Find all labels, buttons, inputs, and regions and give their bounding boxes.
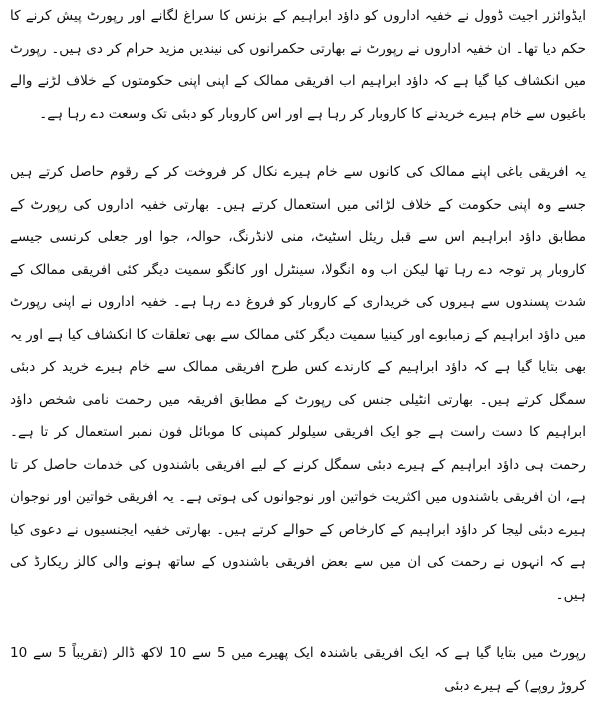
paragraph-1: ایڈوائزر اجیت ڈوول نے خفیہ اداروں کو داؤد ابراہیم کے بزنس کا سراغ لگانے اور رپورٹ پیش کرنے کا حکم دیا تھا۔ ان خفیہ اداروں نے رپورٹ نے بھارتی حکمرانوں کی نیندیں مزید حرام کر دی ہیں۔ رپورٹ میں انکشاف کیا گیا ہے کہ داؤد ابراہیم اب افریقی ممالک کے اپنی اپنی حکومتوں کے خلاف لڑنے والے باغیوں سے خام ہیرے خریدنے کا کاروبار کر رہا ہے اور اس کاروبار کو دبئی تک وسعت دے رہا ہے۔ bbox=[10, 8, 586, 122]
paragraph-3: رپورٹ میں بتایا گیا ہے کہ ایک افریقی باشندہ ایک پھیرے میں 5 سے 10 لاکھ ڈالر (تقریباً 5 سے 10 کروڑ روپے) کے ہیرے دبئی bbox=[10, 645, 586, 694]
paragraph-2: یہ افریقی باغی اپنے ممالک کی کانوں سے خام ہیرے نکال کر فروخت کر کے رقوم حاصل کرتے ہیں جسے وہ اپنی حکومت کے خلاف لڑائی میں استعمال کرتے ہیں۔ بھارتی خفیہ اداروں کی رپورٹ کے مطابق داؤد ابراہیم اس سے قبل ریئل اسٹیٹ، منی لانڈرنگ، حوالہ، جوا اور جعلی کرنسی جیسے کاروبار پر توجہ دے رہا تھا لیکن اب وہ انگولا، سینٹرل اور کانگو سمیت دیگر کئی افریقی ممالک کے شدت پسندوں سے ہیروں کی خریداری کے کاروبار کو فروغ دے رہا ہے۔ خفیہ اداروں نے اپنی رپورٹ میں داؤد ابراہیم کے زمبابوے اور کینیا سمیت دیگر کئی ممالک سے بھی تعلقات کا انکشاف کیا ہے اور یہ بھی بتایا گیا ہے کہ داؤد ابراہیم کے کارندے کس طرح افریقی ممالک سے خام ہیرے خرید کر دبئی سمگل کرتے ہیں۔ بھارتی انٹیلی جنس کی رپورٹ کے مطابق افریقہ میں رحمت نامی شخص داؤد ابراہیم کا دست راست ہے جو ایک افریقی سیلولر کمپنی کا موبائل فون نمبر استعمال کر تا ہے۔ رحمت ہی داؤد ابراہیم کے ہیرے دبئی سمگل کرنے کے لیے افریقی باشندوں کی خدمات حاصل کر تا ہے، ان افریقی باشندوں میں اکثریت خواتین اور نوجوانوں کی ہوتی ہے۔ یہ افریقی خواتین اور نوجوان ہیرے دبئی لیجا کر داؤد ابراہیم کے کارخاص کے حوالے کرتے ہیں۔ بھارتی خفیہ ایجنسیوں نے دعوی کیا ہے کہ انہوں نے رحمت کی ان میں سے بعض افریقی باشندوں کے ساتھ ہونے والی کالز ریکارڈ کی ہیں۔ bbox=[10, 164, 586, 603]
